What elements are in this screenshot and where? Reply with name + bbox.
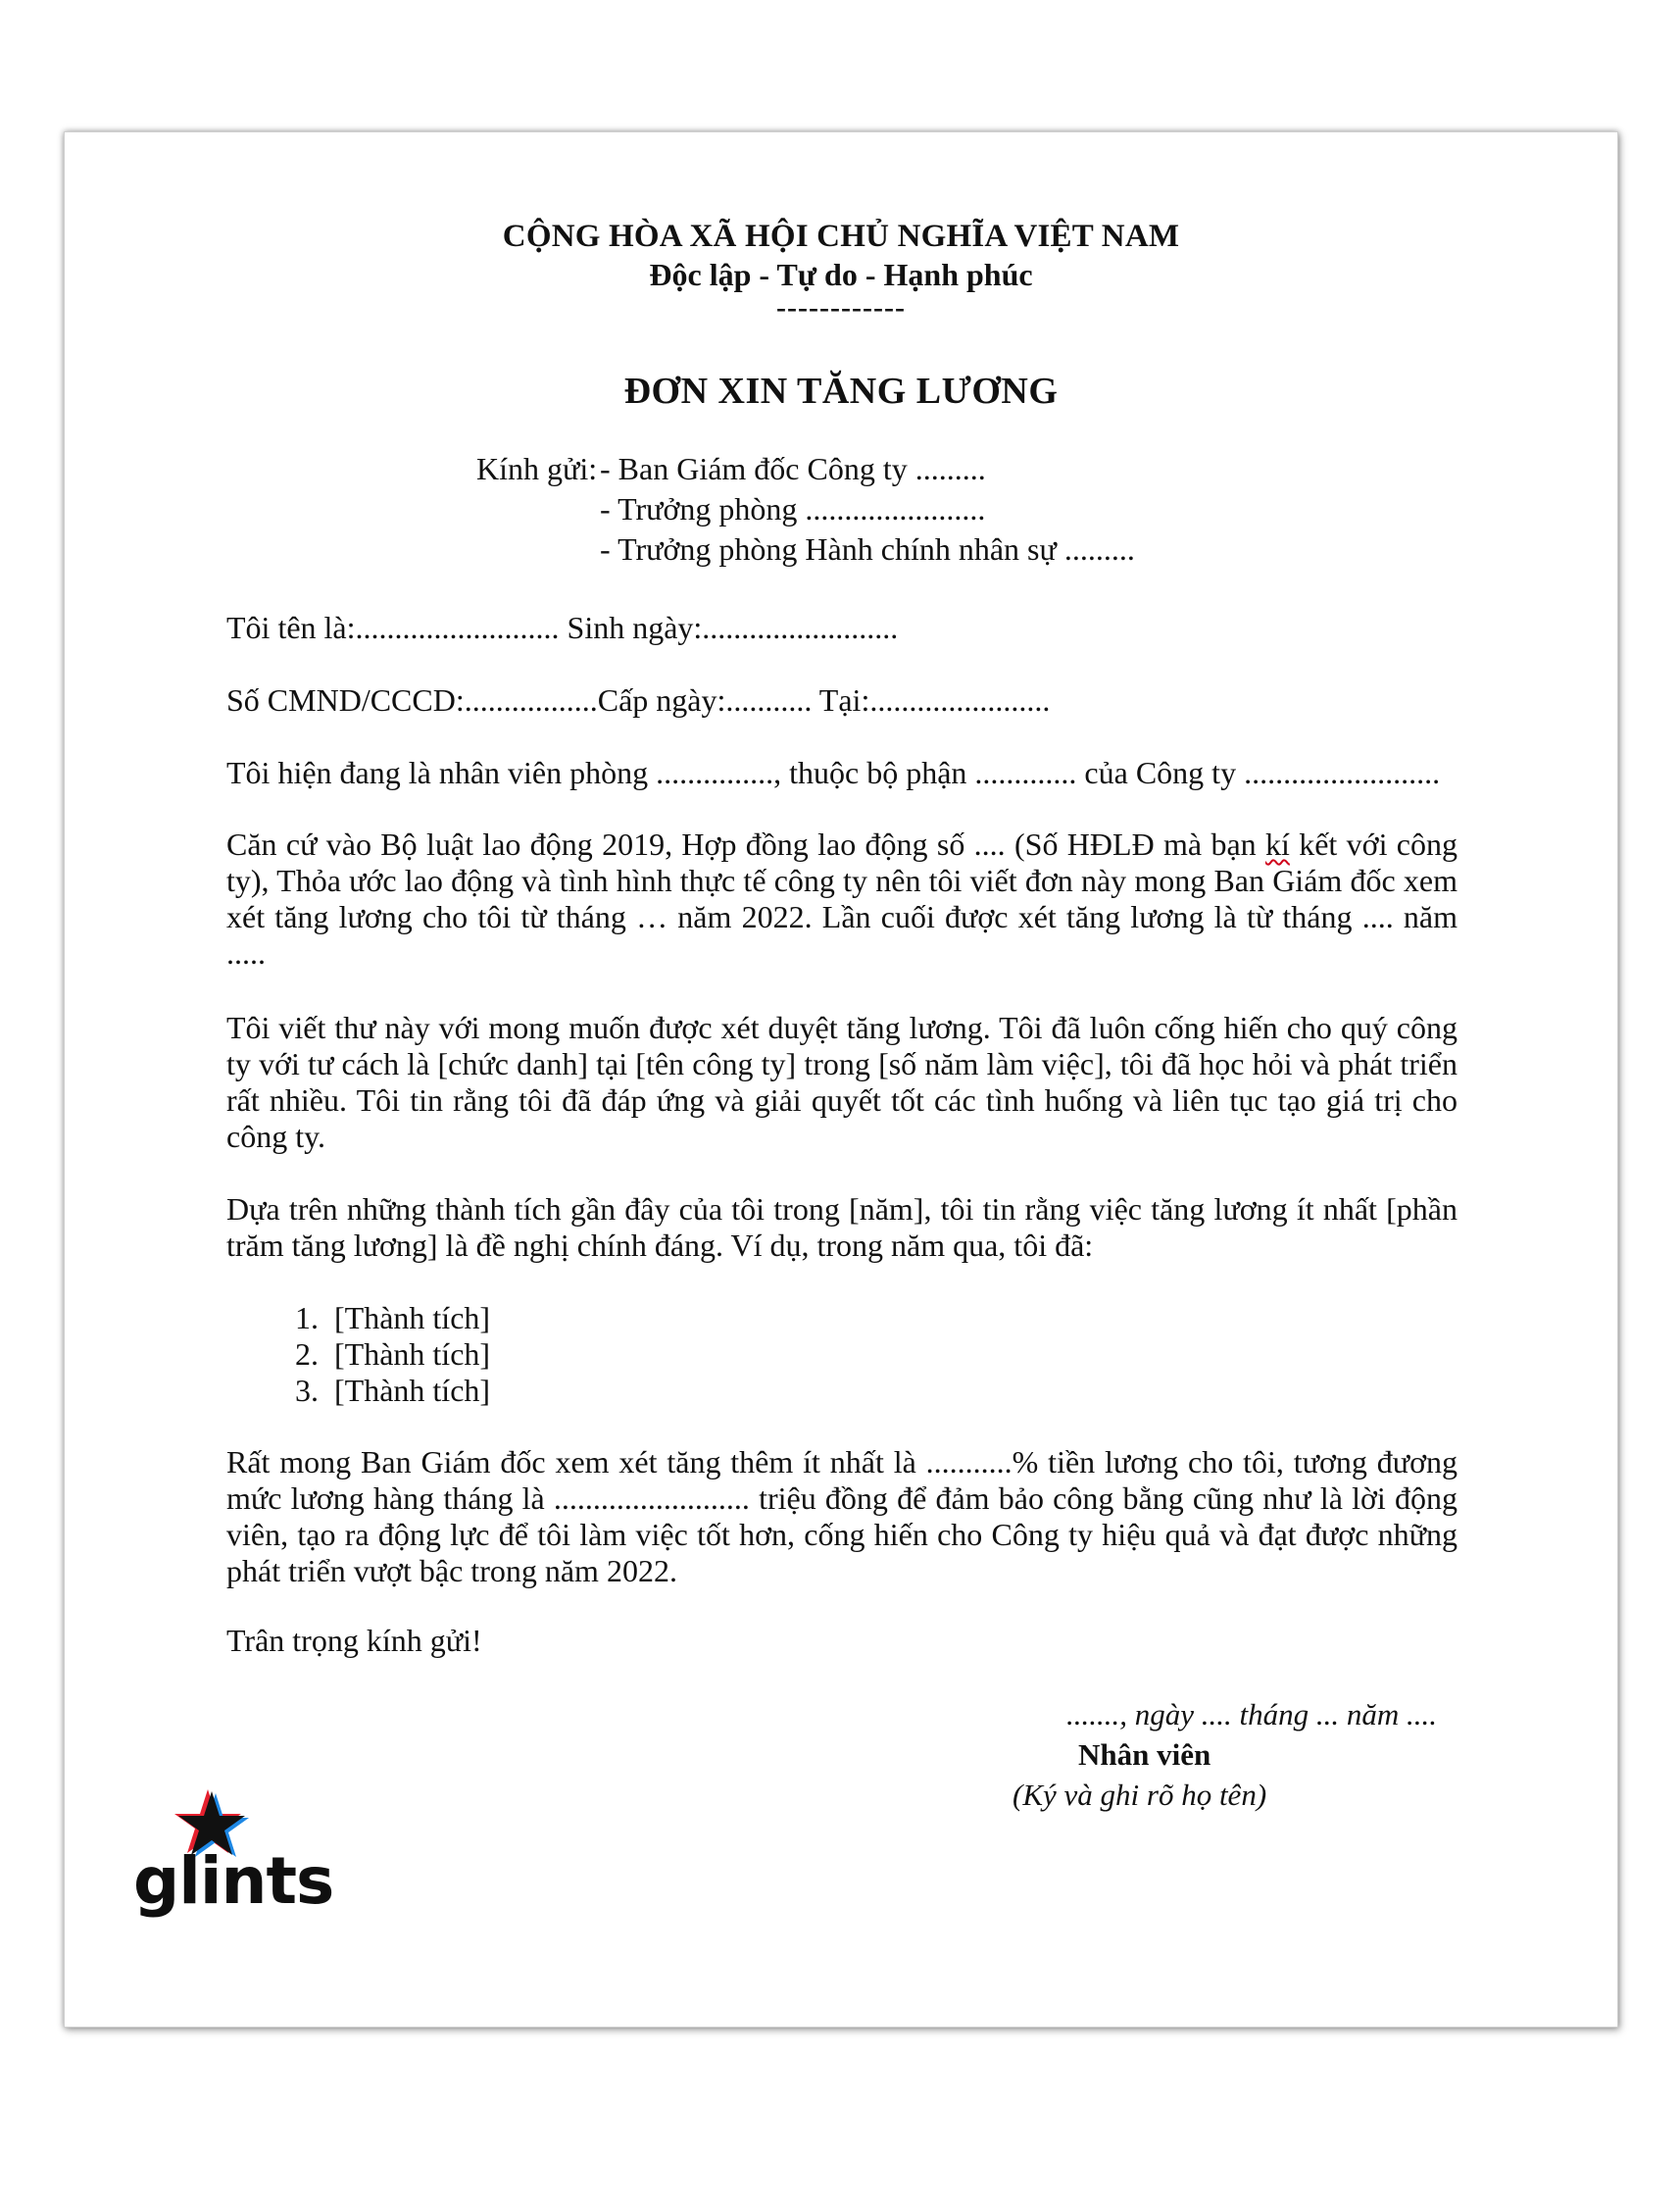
paragraph-contribution: Tôi viết thư này với mong muốn được xét duyệt tăng lương. Tôi đã luôn cống hiến cho quý công ty với tư cách là [chức danh] tại [tên công ty] trong [số năm làm việc], tôi đã học hỏi và phát triển rất nhiều. Tôi tin rằng tôi đã đáp ứng và giải quyết tốt các tình huống và liên tục tạo giá trị cho công ty. (226, 1010, 1458, 1154)
list-item (275, 1336, 490, 1373)
list-item (275, 1300, 490, 1336)
spellcheck-flagged-word: kí (1265, 827, 1290, 862)
recipient-item: - Trưởng phòng Hành chính nhân sự ......... (600, 531, 1135, 567)
position-line: Tôi hiện đang là nhân viên phòng ..............., thuộc bộ phận ............. của Công ty ......................... (226, 755, 1441, 790)
signature-role: Nhân viên (1078, 1737, 1211, 1772)
list-item-text: [Thành tích] (334, 1300, 491, 1335)
id-card-line: Số CMND/CCCD:.................Cấp ngày:........... Tại:....................... (226, 682, 1051, 718)
national-title: CỘNG HÒA XÃ HỘI CHỦ NGHĨA VIỆT NAM (502, 219, 1180, 254)
document-page (64, 131, 1618, 2028)
glints-logo: glints (133, 1843, 334, 1919)
recipients-label: Kính gửi: (476, 451, 598, 486)
recipient-item: - Ban Giám đốc Công ty ......... (600, 451, 986, 486)
signature-note: (Ký và ghi rõ họ tên) (1013, 1778, 1267, 1812)
paragraph-achievements-intro: Dựa trên những thành tích gần đây của tôi trong [năm], tôi tin rằng việc tăng lương ít nhất [phần trăm tăng lương] là đề nghị chính đáng. Ví dụ, trong năm qua, tôi đã: (226, 1191, 1458, 1263)
list-item-number: 1. (295, 1300, 319, 1335)
list-item-text: [Thành tích] (334, 1373, 491, 1408)
document-title: ĐƠN XIN TĂNG LƯƠNG (623, 371, 1059, 412)
name-dob-line: Tôi tên là:.......................... Sinh ngày:......................... (226, 610, 899, 645)
list-item (275, 1373, 490, 1409)
signature-date-line: ......., ngày .... tháng ... năm .... (1066, 1697, 1438, 1731)
header-separator: ------------ (776, 291, 906, 324)
paragraph-basis: Căn cứ vào Bộ luật lao động 2019, Hợp đồng lao động số .... (Số HĐLĐ mà bạn kí kết với công ty), Thỏa ước lao động và tình hình thực tế công ty nên tôi viết đơn này mong Ban Giám đốc xem xét tăng lương cho tôi từ tháng … năm 2022. Lần cuối được xét tăng lương là từ tháng .... năm ..... (226, 827, 1458, 971)
achievements-list (275, 1300, 490, 1409)
recipient-item: - Trưởng phòng ....................... (600, 491, 986, 527)
closing-line: Trân trọng kính gửi! (226, 1623, 482, 1658)
list-item-number: 3. (295, 1373, 319, 1408)
list-item-number: 2. (295, 1336, 319, 1372)
list-item-text: [Thành tích] (334, 1336, 491, 1372)
paragraph-raise-request: Rất mong Ban Giám đốc xem xét tăng thêm ít nhất là ...........% tiền lương cho tôi, tương đương mức lương hàng tháng là ......................... triệu đồng để đảm bảo công bằng cũng như là lời động viên, tạo ra động lực để tôi làm việc tốt hơn, cống hiến cho Công ty hiệu quả và đạt được những phát triển vượt bậc trong năm 2022. (226, 1444, 1458, 1588)
national-motto: Độc lập - Tự do - Hạnh phúc (649, 257, 1033, 292)
